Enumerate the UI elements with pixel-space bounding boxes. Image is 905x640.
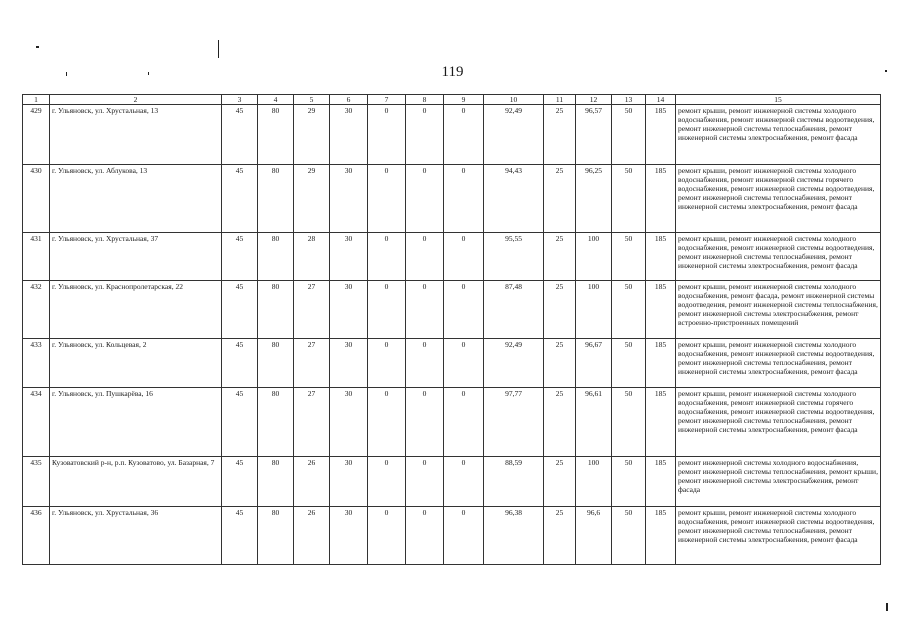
value-cell: 25 xyxy=(544,233,576,281)
value-cell: 94,43 xyxy=(484,165,544,233)
value-cell: 25 xyxy=(544,281,576,339)
value-cell: 87,48 xyxy=(484,281,544,339)
scan-speck xyxy=(148,72,149,75)
value-cell: 80 xyxy=(258,105,294,165)
row-number-cell: 433 xyxy=(23,339,50,388)
value-cell: 30 xyxy=(330,388,368,457)
value-cell: 0 xyxy=(368,281,406,339)
scan-speck xyxy=(66,72,67,76)
value-cell: 45 xyxy=(222,165,258,233)
works-cell: ремонт крыши, ремонт инженерной системы холодного водоснабжения, ремонт фасада, ремонт инженерной системы водоотведения, ремонт инженерной системы теплоснабжения, ремонт инженерной системы электроснабжения, ремонт встроенно-пристроенных помещений xyxy=(676,281,881,339)
works-cell: ремонт крыши, ремонт инженерной системы холодного водоснабжения, ремонт инженерной системы водоотведения, ремонт инженерной системы теплоснабжения, ремонт инженерной системы электроснабжения, ремонт фасада xyxy=(676,233,881,281)
column-header: 3 xyxy=(222,95,258,105)
value-cell: 0 xyxy=(368,105,406,165)
value-cell: 185 xyxy=(646,388,676,457)
value-cell: 50 xyxy=(612,233,646,281)
value-cell: 185 xyxy=(646,165,676,233)
table-row xyxy=(23,281,881,339)
value-cell: 30 xyxy=(330,339,368,388)
row-number-cell: 430 xyxy=(23,165,50,233)
value-cell: 26 xyxy=(294,507,330,565)
value-cell: 30 xyxy=(330,165,368,233)
value-cell: 50 xyxy=(612,457,646,507)
scan-speck xyxy=(885,70,887,72)
value-cell: 0 xyxy=(444,165,484,233)
value-cell: 185 xyxy=(646,233,676,281)
column-header: 8 xyxy=(406,95,444,105)
scan-speck xyxy=(886,603,888,611)
address-cell: г. Ульяновск, ул. Хрустальная, 13 xyxy=(50,105,222,165)
header-row xyxy=(23,95,881,105)
value-cell: 45 xyxy=(222,507,258,565)
value-cell: 30 xyxy=(330,233,368,281)
value-cell: 80 xyxy=(258,233,294,281)
value-cell: 96,57 xyxy=(576,105,612,165)
value-cell: 100 xyxy=(576,233,612,281)
value-cell: 80 xyxy=(258,339,294,388)
value-cell: 80 xyxy=(258,388,294,457)
value-cell: 80 xyxy=(258,507,294,565)
works-cell: ремонт крыши, ремонт инженерной системы холодного водоснабжения, ремонт инженерной системы горячего водоснабжения, ремонт инженерной системы водоотведения, ремонт инженерной системы теплоснабжения, ремонт инженерной системы электроснабжения, ремонт фасада xyxy=(676,388,881,457)
value-cell: 27 xyxy=(294,388,330,457)
value-cell: 185 xyxy=(646,105,676,165)
value-cell: 92,49 xyxy=(484,105,544,165)
column-header: 11 xyxy=(544,95,576,105)
value-cell: 45 xyxy=(222,233,258,281)
table-row xyxy=(23,233,881,281)
works-cell: ремонт крыши, ремонт инженерной системы холодного водоснабжения, ремонт инженерной системы водоотведения, ремонт инженерной системы теплоснабжения, ремонт инженерной системы электроснабжения, ремонт фасада xyxy=(676,507,881,565)
address-cell: г. Ульяновск, ул. Краснопролетарская, 22 xyxy=(50,281,222,339)
address-cell: г. Ульяновск, ул. Пушкарёва, 16 xyxy=(50,388,222,457)
works-cell: ремонт крыши, ремонт инженерной системы холодного водоснабжения, ремонт инженерной системы водоотведения, ремонт инженерной системы теплоснабжения, ремонт инженерной системы электроснабжения, ремонт фасада xyxy=(676,105,881,165)
works-cell: ремонт крыши, ремонт инженерной системы холодного водоснабжения, ремонт инженерной системы водоотведения, ремонт инженерной системы теплоснабжения, ремонт инженерной системы электроснабжения, ремонт фасада xyxy=(676,339,881,388)
row-number-cell: 432 xyxy=(23,281,50,339)
address-cell: г. Ульяновск, ул. Хрустальная, 36 xyxy=(50,507,222,565)
column-header: 13 xyxy=(612,95,646,105)
value-cell: 80 xyxy=(258,165,294,233)
value-cell: 27 xyxy=(294,339,330,388)
table-row xyxy=(23,388,881,457)
address-cell: г. Ульяновск, ул. Аблукова, 13 xyxy=(50,165,222,233)
row-number-cell: 436 xyxy=(23,507,50,565)
value-cell: 0 xyxy=(406,281,444,339)
column-header: 2 xyxy=(50,95,222,105)
value-cell: 96,61 xyxy=(576,388,612,457)
value-cell: 30 xyxy=(330,105,368,165)
value-cell: 185 xyxy=(646,281,676,339)
column-header: 6 xyxy=(330,95,368,105)
value-cell: 26 xyxy=(294,457,330,507)
value-cell: 0 xyxy=(368,457,406,507)
address-cell: г. Ульяновск, ул. Хрустальная, 37 xyxy=(50,233,222,281)
value-cell: 80 xyxy=(258,281,294,339)
column-header: 15 xyxy=(676,95,881,105)
value-cell: 25 xyxy=(544,457,576,507)
row-number-cell: 429 xyxy=(23,105,50,165)
registry-table xyxy=(22,94,881,565)
column-header: 1 xyxy=(23,95,50,105)
column-header: 4 xyxy=(258,95,294,105)
row-number-cell: 431 xyxy=(23,233,50,281)
value-cell: 92,49 xyxy=(484,339,544,388)
value-cell: 50 xyxy=(612,388,646,457)
value-cell: 30 xyxy=(330,457,368,507)
value-cell: 25 xyxy=(544,388,576,457)
table-row xyxy=(23,339,881,388)
value-cell: 0 xyxy=(368,507,406,565)
value-cell: 0 xyxy=(406,388,444,457)
value-cell: 45 xyxy=(222,457,258,507)
value-cell: 45 xyxy=(222,388,258,457)
value-cell: 45 xyxy=(222,105,258,165)
value-cell: 50 xyxy=(612,507,646,565)
value-cell: 96,38 xyxy=(484,507,544,565)
scan-speck xyxy=(36,46,39,48)
value-cell: 96,67 xyxy=(576,339,612,388)
value-cell: 0 xyxy=(444,339,484,388)
value-cell: 0 xyxy=(406,165,444,233)
table-row xyxy=(23,507,881,565)
value-cell: 29 xyxy=(294,105,330,165)
value-cell: 97,77 xyxy=(484,388,544,457)
address-cell: Кузоватовский р-н, р.п. Кузоватово, ул. Базарная, 7 xyxy=(50,457,222,507)
page-number: 119 xyxy=(441,64,464,80)
value-cell: 45 xyxy=(222,339,258,388)
value-cell: 50 xyxy=(612,281,646,339)
value-cell: 25 xyxy=(544,339,576,388)
value-cell: 0 xyxy=(368,388,406,457)
value-cell: 0 xyxy=(444,233,484,281)
value-cell: 50 xyxy=(612,339,646,388)
value-cell: 0 xyxy=(444,388,484,457)
value-cell: 96,6 xyxy=(576,507,612,565)
value-cell: 0 xyxy=(444,507,484,565)
column-header: 14 xyxy=(646,95,676,105)
table-row xyxy=(23,165,881,233)
scan-speck xyxy=(218,40,219,58)
value-cell: 25 xyxy=(544,507,576,565)
value-cell: 30 xyxy=(330,507,368,565)
value-cell: 50 xyxy=(612,105,646,165)
value-cell: 25 xyxy=(544,165,576,233)
value-cell: 29 xyxy=(294,165,330,233)
column-header: 12 xyxy=(576,95,612,105)
address-cell: г. Ульяновск, ул. Кольцевая, 2 xyxy=(50,339,222,388)
row-number-cell: 435 xyxy=(23,457,50,507)
value-cell: 27 xyxy=(294,281,330,339)
value-cell: 0 xyxy=(444,105,484,165)
value-cell: 45 xyxy=(222,281,258,339)
value-cell: 100 xyxy=(576,457,612,507)
value-cell: 96,25 xyxy=(576,165,612,233)
column-header: 7 xyxy=(368,95,406,105)
value-cell: 50 xyxy=(612,165,646,233)
value-cell: 0 xyxy=(406,457,444,507)
value-cell: 30 xyxy=(330,281,368,339)
column-header: 5 xyxy=(294,95,330,105)
value-cell: 0 xyxy=(368,165,406,233)
value-cell: 100 xyxy=(576,281,612,339)
value-cell: 185 xyxy=(646,339,676,388)
table-row xyxy=(23,457,881,507)
value-cell: 0 xyxy=(444,457,484,507)
value-cell: 0 xyxy=(444,281,484,339)
value-cell: 0 xyxy=(406,105,444,165)
value-cell: 25 xyxy=(544,105,576,165)
works-cell: ремонт инженерной системы холодного водоснабжения, ремонт инженерной системы теплоснабжения, ремонт крыши, ремонт инженерной системы электроснабжения, ремонт фасада xyxy=(676,457,881,507)
value-cell: 0 xyxy=(368,233,406,281)
value-cell: 0 xyxy=(406,233,444,281)
table-row xyxy=(23,105,881,165)
value-cell: 80 xyxy=(258,457,294,507)
works-cell: ремонт крыши, ремонт инженерной системы холодного водоснабжения, ремонт инженерной системы горячего водоснабжения, ремонт инженерной системы водоотведения, ремонт инженерной системы теплоснабжения, ремонт инженерной системы электроснабжения, ремонт фасада xyxy=(676,165,881,233)
value-cell: 185 xyxy=(646,507,676,565)
value-cell: 0 xyxy=(368,339,406,388)
value-cell: 88,59 xyxy=(484,457,544,507)
value-cell: 28 xyxy=(294,233,330,281)
value-cell: 185 xyxy=(646,457,676,507)
column-header: 9 xyxy=(444,95,484,105)
column-header: 10 xyxy=(484,95,544,105)
value-cell: 0 xyxy=(406,507,444,565)
value-cell: 95,55 xyxy=(484,233,544,281)
value-cell: 0 xyxy=(406,339,444,388)
row-number-cell: 434 xyxy=(23,388,50,457)
